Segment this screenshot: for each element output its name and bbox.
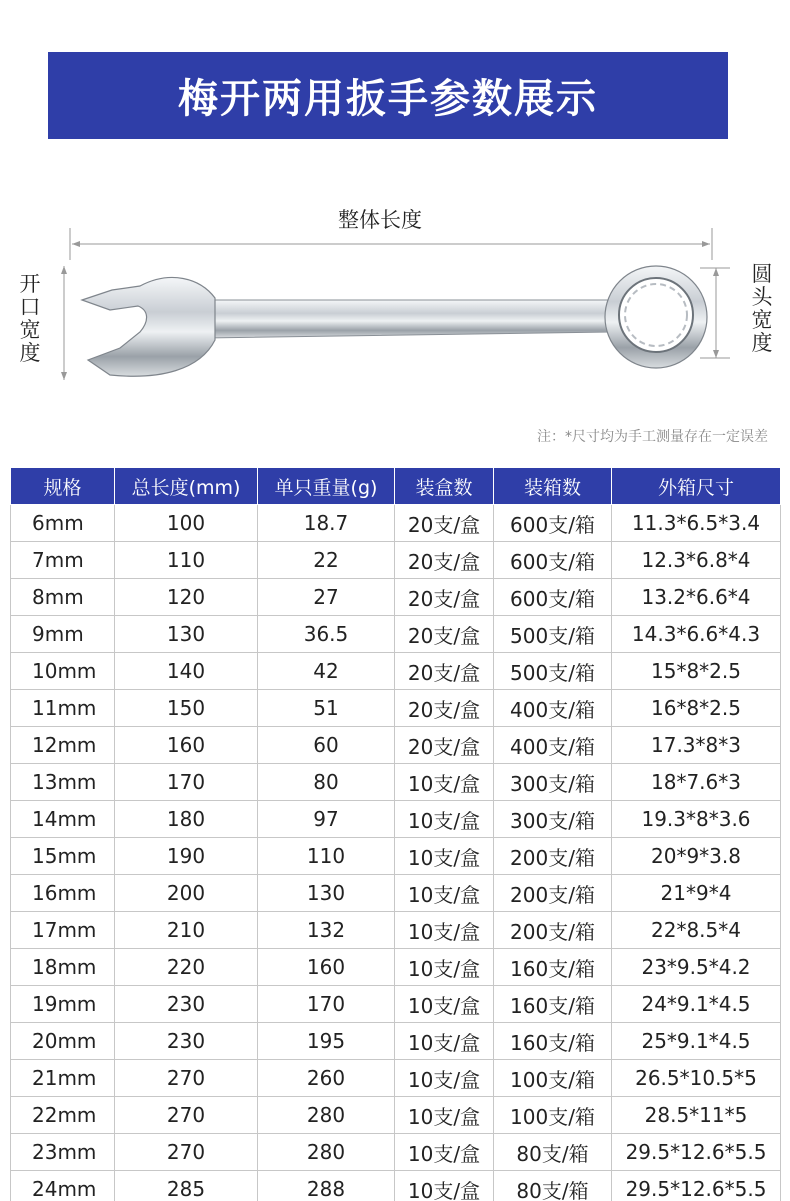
table-cell: 500支/箱 [494,616,612,653]
table-cell: 24mm [11,1171,115,1201]
open-width-label: 开口宽度 [19,272,41,365]
table-cell: 16*8*2.5 [612,690,781,727]
table-cell: 25*9.1*4.5 [612,1023,781,1060]
table-cell: 600支/箱 [494,579,612,616]
table-row [11,986,781,1023]
table-cell: 7mm [11,542,115,579]
table-row [11,1097,781,1134]
table-cell: 210 [115,912,258,949]
table-cell: 11mm [11,690,115,727]
table-cell: 260 [258,1060,395,1097]
table-cell: 160 [258,949,395,986]
table-cell: 400支/箱 [494,727,612,764]
table-cell: 29.5*12.6*5.5 [612,1134,781,1171]
table-cell: 15*8*2.5 [612,653,781,690]
table-cell: 100 [115,505,258,542]
table-cell: 230 [115,986,258,1023]
table-row [11,1060,781,1097]
table-cell: 60 [258,727,395,764]
table-cell: 20支/盒 [395,616,494,653]
table-cell: 36.5 [258,616,395,653]
spec-table [10,467,781,1201]
table-cell: 18mm [11,949,115,986]
table-cell: 20支/盒 [395,727,494,764]
wrench-diagram [0,160,790,430]
table-cell: 12.3*6.8*4 [612,542,781,579]
table-cell: 11.3*6.5*3.4 [612,505,781,542]
table-row [11,1134,781,1171]
table-cell: 160支/箱 [494,949,612,986]
table-cell: 19mm [11,986,115,1023]
table-cell: 110 [115,542,258,579]
table-cell: 29.5*12.6*5.5 [612,1171,781,1201]
table-cell: 288 [258,1171,395,1201]
table-cell: 220 [115,949,258,986]
wrench-illustration [0,160,790,430]
table-cell: 200支/箱 [494,912,612,949]
table-cell: 20支/盒 [395,542,494,579]
table-cell: 300支/箱 [494,764,612,801]
table-cell: 20支/盒 [395,505,494,542]
table-body [11,505,781,1201]
table-cell: 16mm [11,875,115,912]
table-cell: 10支/盒 [395,986,494,1023]
table-cell: 200 [115,875,258,912]
table-cell: 285 [115,1171,258,1201]
header-total-length: 总长度(mm) [115,468,258,505]
table-cell: 21*9*4 [612,875,781,912]
table-cell: 270 [115,1097,258,1134]
table-cell: 17.3*8*3 [612,727,781,764]
table-cell: 195 [258,1023,395,1060]
table-cell: 100支/箱 [494,1060,612,1097]
table-cell: 20支/盒 [395,690,494,727]
table-cell: 20支/盒 [395,653,494,690]
ring-width-label: 圆头宽度 [751,262,773,355]
table-cell: 200支/箱 [494,875,612,912]
table-row [11,801,781,838]
table-row [11,764,781,801]
table-cell: 130 [115,616,258,653]
table-cell: 80 [258,764,395,801]
table-cell: 13.2*6.6*4 [612,579,781,616]
table-cell: 160支/箱 [494,986,612,1023]
table-cell: 10mm [11,653,115,690]
table-cell: 26.5*10.5*5 [612,1060,781,1097]
table-cell: 28.5*11*5 [612,1097,781,1134]
table-cell: 19.3*8*3.6 [612,801,781,838]
table-cell: 170 [115,764,258,801]
table-cell: 230 [115,1023,258,1060]
table-cell: 12mm [11,727,115,764]
table-cell: 9mm [11,616,115,653]
table-cell: 97 [258,801,395,838]
page-title-banner [48,52,728,139]
table-cell: 20mm [11,1023,115,1060]
table-cell: 10支/盒 [395,912,494,949]
table-cell: 10支/盒 [395,838,494,875]
table-row [11,579,781,616]
table-cell: 10支/盒 [395,1060,494,1097]
table-cell: 140 [115,653,258,690]
table-cell: 120 [115,579,258,616]
table-row [11,1171,781,1201]
table-cell: 20支/盒 [395,579,494,616]
header-unit-weight: 单只重量(g) [258,468,395,505]
table-cell: 14mm [11,801,115,838]
table-cell: 180 [115,801,258,838]
table-row [11,912,781,949]
table-cell: 280 [258,1097,395,1134]
table-cell: 10支/盒 [395,949,494,986]
table-cell: 600支/箱 [494,505,612,542]
open-width-dimension [61,266,67,380]
table-cell: 8mm [11,579,115,616]
table-cell: 27 [258,579,395,616]
table-cell: 42 [258,653,395,690]
table-cell: 20*9*3.8 [612,838,781,875]
table-cell: 10支/盒 [395,875,494,912]
table-cell: 10支/盒 [395,1134,494,1171]
table-cell: 190 [115,838,258,875]
table-cell: 51 [258,690,395,727]
table-row [11,875,781,912]
table-cell: 6mm [11,505,115,542]
table-cell: 280 [258,1134,395,1171]
table-cell: 500支/箱 [494,653,612,690]
table-header-row [11,468,781,505]
table-cell: 10支/盒 [395,801,494,838]
table-cell: 22mm [11,1097,115,1134]
table-cell: 170 [258,986,395,1023]
table-row [11,1023,781,1060]
table-cell: 80支/箱 [494,1171,612,1201]
table-cell: 10支/盒 [395,1023,494,1060]
table-cell: 15mm [11,838,115,875]
table-cell: 22 [258,542,395,579]
table-cell: 18.7 [258,505,395,542]
table-cell: 130 [258,875,395,912]
table-cell: 10支/盒 [395,1171,494,1201]
table-cell: 10支/盒 [395,1097,494,1134]
table-row [11,838,781,875]
table-cell: 100支/箱 [494,1097,612,1134]
header-carton-size: 外箱尺寸 [612,468,781,505]
table-cell: 17mm [11,912,115,949]
table-row [11,616,781,653]
table-cell: 24*9.1*4.5 [612,986,781,1023]
table-row [11,542,781,579]
wrench-shape [82,266,707,376]
table-cell: 160支/箱 [494,1023,612,1060]
table-cell: 23mm [11,1134,115,1171]
table-cell: 22*8.5*4 [612,912,781,949]
table-row [11,653,781,690]
header-spec: 规格 [11,468,115,505]
table-cell: 160 [115,727,258,764]
table-cell: 110 [258,838,395,875]
table-cell: 21mm [11,1060,115,1097]
table-cell: 23*9.5*4.2 [612,949,781,986]
total-length-label: 整体长度 [338,208,422,232]
table-cell: 270 [115,1134,258,1171]
page-title: 梅开两用扳手参数展示 [178,76,598,122]
table-cell: 10支/盒 [395,764,494,801]
table-row [11,690,781,727]
table-row [11,949,781,986]
header-box-qty: 装盒数 [395,468,494,505]
measurement-note: 注：*尺寸均为手工测量存在一定误差 [537,429,768,445]
table-cell: 600支/箱 [494,542,612,579]
table-row [11,727,781,764]
table-cell: 270 [115,1060,258,1097]
table-cell: 13mm [11,764,115,801]
table-cell: 80支/箱 [494,1134,612,1171]
table-cell: 150 [115,690,258,727]
table-cell: 400支/箱 [494,690,612,727]
table-cell: 14.3*6.6*4.3 [612,616,781,653]
header-carton-qty: 装箱数 [494,468,612,505]
table-cell: 300支/箱 [494,801,612,838]
table-row [11,505,781,542]
table-cell: 132 [258,912,395,949]
table-cell: 18*7.6*3 [612,764,781,801]
table-cell: 200支/箱 [494,838,612,875]
